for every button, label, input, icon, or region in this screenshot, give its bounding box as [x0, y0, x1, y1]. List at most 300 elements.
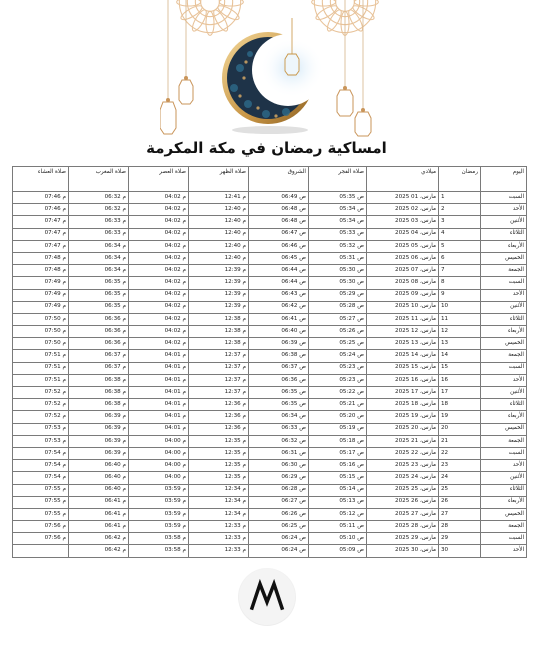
table-cell: م 12:40 [189, 240, 249, 252]
table-cell: 25 [439, 484, 481, 496]
table-cell: الخميس [481, 338, 527, 350]
table-cell: ص 05:26 [309, 326, 367, 338]
table-cell: 5 [439, 240, 481, 252]
table-cell: مارس، 18 2025 [367, 399, 439, 411]
table-cell: م 06:34 [69, 265, 129, 277]
table-row [13, 423, 527, 435]
table-cell: الخميس [481, 252, 527, 264]
column-header: اليوم [481, 167, 527, 192]
table-cell: ص 06:47 [249, 228, 309, 240]
table-row [13, 496, 527, 508]
table-cell: ص 05:32 [309, 240, 367, 252]
table-row [13, 192, 527, 204]
table-cell: م 07:49 [13, 277, 69, 289]
table-row [13, 313, 527, 325]
table-cell: م 06:41 [69, 496, 129, 508]
table-cell: م 12:35 [189, 447, 249, 459]
table-cell: م 12:37 [189, 374, 249, 386]
table-row [13, 387, 527, 399]
table-row [13, 350, 527, 362]
table-cell: مارس، 04 2025 [367, 228, 439, 240]
table-cell: ص 05:31 [309, 252, 367, 264]
table-cell: م 06:40 [69, 472, 129, 484]
table-cell: م 07:54 [13, 460, 69, 472]
table-cell: م 06:34 [69, 252, 129, 264]
table-cell: ص 06:39 [249, 338, 309, 350]
table-cell: م 12:38 [189, 338, 249, 350]
table-cell: 14 [439, 350, 481, 362]
table-cell: 8 [439, 277, 481, 289]
table-cell: م 06:35 [69, 301, 129, 313]
table-cell: الجمعة [481, 521, 527, 533]
table-cell: م 03:59 [129, 484, 189, 496]
table-cell: م 07:52 [13, 399, 69, 411]
table-cell: الأربعاء [481, 326, 527, 338]
table-cell: م 12:37 [189, 350, 249, 362]
table-cell: الجمعة [481, 265, 527, 277]
table-cell: ص 06:44 [249, 277, 309, 289]
table-cell: ص 05:27 [309, 313, 367, 325]
column-header: صلاة الظهر [189, 167, 249, 192]
table-cell: م 04:02 [129, 216, 189, 228]
table-cell: م 07:50 [13, 326, 69, 338]
table-cell: م 06:37 [69, 362, 129, 374]
table-cell: م 07:54 [13, 447, 69, 459]
table-cell: م 12:33 [189, 521, 249, 533]
table-cell: مارس، 10 2025 [367, 301, 439, 313]
table-cell: مارس، 05 2025 [367, 240, 439, 252]
table-cell: السبت [481, 277, 527, 289]
table-cell: 30 [439, 545, 481, 557]
table-cell: م 04:01 [129, 399, 189, 411]
table-cell: ص 06:31 [249, 447, 309, 459]
table-cell: 16 [439, 374, 481, 386]
table-cell: ص 06:48 [249, 204, 309, 216]
table-cell: م 04:00 [129, 460, 189, 472]
table-cell: م 04:02 [129, 301, 189, 313]
table-row [13, 411, 527, 423]
table-cell: م 07:49 [13, 301, 69, 313]
table-cell: م 07:55 [13, 496, 69, 508]
table-cell: ص 06:38 [249, 350, 309, 362]
table-cell: م 07:49 [13, 289, 69, 301]
table-cell: م 06:36 [69, 326, 129, 338]
table-cell: م 06:40 [69, 460, 129, 472]
table-cell: 6 [439, 252, 481, 264]
table-cell: الأثنين [481, 472, 527, 484]
table-cell: ص 05:10 [309, 533, 367, 545]
table-cell: الجمعة [481, 350, 527, 362]
table-cell: ص 06:46 [249, 240, 309, 252]
table-cell: ص 06:36 [249, 374, 309, 386]
table-cell: م 04:00 [129, 447, 189, 459]
table-cell: م 07:47 [13, 216, 69, 228]
table-cell: مارس، 02 2025 [367, 204, 439, 216]
table-cell: م 04:02 [129, 277, 189, 289]
table-cell: م 07:51 [13, 350, 69, 362]
table-cell: مارس، 17 2025 [367, 387, 439, 399]
table-cell: 28 [439, 521, 481, 533]
table-cell: مارس، 22 2025 [367, 447, 439, 459]
table-cell: الخميس [481, 508, 527, 520]
table-cell: مارس، 14 2025 [367, 350, 439, 362]
table-cell: م 04:02 [129, 338, 189, 350]
table-cell: ص 06:32 [249, 435, 309, 447]
table-cell: م 12:33 [189, 533, 249, 545]
table-cell: الجمعة [481, 435, 527, 447]
column-header: ميلادي [367, 167, 439, 192]
table-cell: م 03:59 [129, 508, 189, 520]
table-cell: م 04:02 [129, 240, 189, 252]
table-cell: م 12:39 [189, 289, 249, 301]
table-cell: الأربعاء [481, 240, 527, 252]
table-cell: ص 05:25 [309, 338, 367, 350]
table-cell: م 07:50 [13, 313, 69, 325]
table-cell: مارس، 19 2025 [367, 411, 439, 423]
table-row [13, 204, 527, 216]
table-cell: م 04:02 [129, 192, 189, 204]
column-header: رمضان [439, 167, 481, 192]
table-cell: م 06:41 [69, 508, 129, 520]
table-cell: م 06:35 [69, 277, 129, 289]
table-cell: 18 [439, 399, 481, 411]
table-cell: 17 [439, 387, 481, 399]
table-row [13, 228, 527, 240]
table-cell: م 12:34 [189, 508, 249, 520]
page-title: امساكية رمضان في مكة المكرمة [146, 139, 387, 157]
table-cell: م 12:36 [189, 399, 249, 411]
table-cell: م 07:54 [13, 472, 69, 484]
table-cell: الأثنين [481, 216, 527, 228]
table-cell: م 06:39 [69, 411, 129, 423]
table-cell: ص 05:24 [309, 350, 367, 362]
table-cell: ص 05:09 [309, 545, 367, 557]
table-row [13, 301, 527, 313]
table-cell: م 04:01 [129, 387, 189, 399]
table-cell: ص 06:26 [249, 508, 309, 520]
table-cell: م 03:58 [129, 545, 189, 557]
table-cell: م 12:38 [189, 313, 249, 325]
table-cell: الثلاثاء [481, 313, 527, 325]
table-cell: ص 06:28 [249, 484, 309, 496]
table-cell: م 07:47 [13, 240, 69, 252]
table-cell: ص 05:23 [309, 362, 367, 374]
table-cell: مارس، 29 2025 [367, 533, 439, 545]
table-cell: ص 06:33 [249, 423, 309, 435]
table-cell: م 04:01 [129, 423, 189, 435]
column-header: صلاة العصر [129, 167, 189, 192]
table-cell: 15 [439, 362, 481, 374]
table-cell: م 12:37 [189, 362, 249, 374]
table-cell: مارس، 08 2025 [367, 277, 439, 289]
column-header: صلاة العشاء [13, 167, 69, 192]
table-cell: مارس، 25 2025 [367, 484, 439, 496]
table-cell: مارس، 11 2025 [367, 313, 439, 325]
table-row [13, 460, 527, 472]
table-cell: م 06:39 [69, 423, 129, 435]
table-cell: ص 06:35 [249, 399, 309, 411]
table-cell: ص 05:22 [309, 387, 367, 399]
table-cell: مارس، 07 2025 [367, 265, 439, 277]
table-cell: م 04:02 [129, 252, 189, 264]
table-cell: الأحد [481, 545, 527, 557]
table-cell: ص 06:29 [249, 472, 309, 484]
table-cell: مارس، 06 2025 [367, 252, 439, 264]
table-cell: 20 [439, 423, 481, 435]
table-cell: ص 05:15 [309, 472, 367, 484]
table-cell: م 04:02 [129, 313, 189, 325]
table-cell: ص 05:28 [309, 301, 367, 313]
table-row [13, 447, 527, 459]
table-cell: م 12:37 [189, 387, 249, 399]
column-header: صلاة المغرب [69, 167, 129, 192]
table-cell: م 04:01 [129, 362, 189, 374]
table-row [13, 508, 527, 520]
table-cell: ص 05:18 [309, 435, 367, 447]
table-cell: ص 05:35 [309, 192, 367, 204]
table-cell: 19 [439, 411, 481, 423]
table-cell: الأربعاء [481, 411, 527, 423]
table-cell: 12 [439, 326, 481, 338]
table-cell: مارس، 03 2025 [367, 216, 439, 228]
table-cell: السبت [481, 362, 527, 374]
table-cell: م 07:51 [13, 374, 69, 386]
table-cell: م 12:41 [189, 192, 249, 204]
table-cell: ص 06:27 [249, 496, 309, 508]
lantern-left-icon [160, 0, 200, 140]
table-cell: مارس، 30 2025 [367, 545, 439, 557]
table-row [13, 338, 527, 350]
table-cell: م 07:46 [13, 192, 69, 204]
table-cell: م 06:33 [69, 216, 129, 228]
table-cell: م 06:39 [69, 435, 129, 447]
table-cell: ص 05:23 [309, 374, 367, 386]
table-row [13, 326, 527, 338]
table-cell: ص 06:45 [249, 252, 309, 264]
table-cell: 29 [439, 533, 481, 545]
table-row [13, 289, 527, 301]
table-cell: م 07:52 [13, 411, 69, 423]
table-cell: الأحد [481, 374, 527, 386]
table-cell: م 12:35 [189, 460, 249, 472]
table-cell: 4 [439, 228, 481, 240]
table-cell: ص 05:11 [309, 521, 367, 533]
table-cell: م 04:02 [129, 228, 189, 240]
table-cell: ص 05:30 [309, 265, 367, 277]
table-cell: السبت [481, 533, 527, 545]
table-cell: م 04:01 [129, 350, 189, 362]
table-cell: 13 [439, 338, 481, 350]
table-cell: الأحد [481, 289, 527, 301]
table-cell: م 06:42 [69, 533, 129, 545]
table-cell [13, 545, 69, 557]
table-row [13, 521, 527, 533]
table-cell: ص 05:34 [309, 216, 367, 228]
ramadan-schedule-table [12, 166, 527, 558]
table-cell: م 06:38 [69, 399, 129, 411]
table-row [13, 533, 527, 545]
table-cell: م 04:00 [129, 472, 189, 484]
table-cell: السبت [481, 447, 527, 459]
table-cell: م 06:32 [69, 192, 129, 204]
table-cell: مارس، 21 2025 [367, 435, 439, 447]
table-row [13, 399, 527, 411]
table-cell: ص 05:19 [309, 423, 367, 435]
table-cell: ص 06:42 [249, 301, 309, 313]
table-cell: م 04:00 [129, 435, 189, 447]
table-cell: م 06:39 [69, 447, 129, 459]
table-cell: ص 06:34 [249, 411, 309, 423]
table-cell: م 07:53 [13, 423, 69, 435]
table-cell: م 06:36 [69, 338, 129, 350]
table-cell: مارس، 16 2025 [367, 374, 439, 386]
table-cell: الأحد [481, 204, 527, 216]
table-cell: 1 [439, 192, 481, 204]
table-cell: السبت [481, 192, 527, 204]
table-cell: م 07:48 [13, 252, 69, 264]
table-cell: ص 06:37 [249, 362, 309, 374]
table-cell: الثلاثاء [481, 228, 527, 240]
table-cell: 10 [439, 301, 481, 313]
table-cell: مارس، 12 2025 [367, 326, 439, 338]
table-cell: الأربعاء [481, 496, 527, 508]
table-cell: 27 [439, 508, 481, 520]
table-cell: م 12:35 [189, 435, 249, 447]
table-cell: م 03:59 [129, 496, 189, 508]
table-cell: م 07:55 [13, 508, 69, 520]
table-cell: م 12:40 [189, 204, 249, 216]
table-cell: ص 06:44 [249, 265, 309, 277]
table-cell: ص 05:34 [309, 204, 367, 216]
table-row [13, 265, 527, 277]
table-cell: 22 [439, 447, 481, 459]
table-cell: م 03:58 [129, 533, 189, 545]
table-cell: ص 05:21 [309, 399, 367, 411]
table-cell: م 04:02 [129, 265, 189, 277]
table-cell: ص 06:49 [249, 192, 309, 204]
table-cell: م 04:01 [129, 411, 189, 423]
table-cell: مارس، 23 2025 [367, 460, 439, 472]
table-cell: ص 05:33 [309, 228, 367, 240]
table-cell: ص 05:17 [309, 447, 367, 459]
table-cell: ص 06:24 [249, 545, 309, 557]
table-cell: م 06:35 [69, 289, 129, 301]
table-cell: 23 [439, 460, 481, 472]
table-row [13, 240, 527, 252]
table-cell: م 04:01 [129, 374, 189, 386]
table-cell: ص 05:13 [309, 496, 367, 508]
table-cell: 9 [439, 289, 481, 301]
table-cell: م 07:55 [13, 484, 69, 496]
table-cell: 7 [439, 265, 481, 277]
table-cell: م 07:48 [13, 265, 69, 277]
table-cell: مارس، 27 2025 [367, 508, 439, 520]
table-cell: م 07:56 [13, 521, 69, 533]
table-cell: ص 06:43 [249, 289, 309, 301]
table-cell: م 03:59 [129, 521, 189, 533]
column-header: صلاة الفجر [309, 167, 367, 192]
table-cell: م 12:40 [189, 228, 249, 240]
table-row [13, 362, 527, 374]
table-cell: م 06:41 [69, 521, 129, 533]
table-cell: م 07:53 [13, 435, 69, 447]
table-cell: م 06:40 [69, 484, 129, 496]
table-cell: م 12:39 [189, 265, 249, 277]
table-cell: ص 06:30 [249, 460, 309, 472]
table-cell: الأثنين [481, 387, 527, 399]
table-cell: م 12:36 [189, 411, 249, 423]
table-cell: ص 06:48 [249, 216, 309, 228]
table-cell: م 12:36 [189, 423, 249, 435]
table-cell: م 06:32 [69, 204, 129, 216]
table-cell: 24 [439, 472, 481, 484]
table-cell: م 06:38 [69, 374, 129, 386]
table-cell: الخميس [481, 423, 527, 435]
table-cell: ص 06:24 [249, 533, 309, 545]
table-cell: مارس، 24 2025 [367, 472, 439, 484]
table-cell: م 07:52 [13, 387, 69, 399]
table-cell: مارس، 09 2025 [367, 289, 439, 301]
table-cell: ص 05:30 [309, 277, 367, 289]
table-row [13, 435, 527, 447]
table-cell: 21 [439, 435, 481, 447]
table-row [13, 277, 527, 289]
crescent-moon-icon [200, 18, 340, 138]
table-cell: م 07:47 [13, 228, 69, 240]
table-cell: مارس، 15 2025 [367, 362, 439, 374]
brand-logo [238, 568, 296, 626]
table-cell: م 06:33 [69, 228, 129, 240]
table-cell: ص 05:14 [309, 484, 367, 496]
table-cell: م 12:34 [189, 484, 249, 496]
table-cell: م 07:56 [13, 533, 69, 545]
table-cell: م 04:02 [129, 326, 189, 338]
table-cell: م 07:46 [13, 204, 69, 216]
table-cell: الثلاثاء [481, 399, 527, 411]
table-cell: مارس، 13 2025 [367, 338, 439, 350]
table-cell: مارس، 28 2025 [367, 521, 439, 533]
table-cell: م 06:37 [69, 350, 129, 362]
table-cell: 3 [439, 216, 481, 228]
table-cell: ص 06:25 [249, 521, 309, 533]
table-cell: م 12:38 [189, 326, 249, 338]
table-cell: ص 06:35 [249, 387, 309, 399]
table-cell: م 07:50 [13, 338, 69, 350]
table-row [13, 472, 527, 484]
table-cell: مارس، 26 2025 [367, 496, 439, 508]
table-cell: م 06:34 [69, 240, 129, 252]
table-cell: ص 05:12 [309, 508, 367, 520]
table-cell: ص 05:29 [309, 289, 367, 301]
table-cell: ص 05:16 [309, 460, 367, 472]
table-cell: م 06:36 [69, 313, 129, 325]
table-cell: م 12:35 [189, 472, 249, 484]
table-cell: ص 06:41 [249, 313, 309, 325]
table-cell: 26 [439, 496, 481, 508]
table-cell: مارس، 01 2025 [367, 192, 439, 204]
table-cell: م 12:34 [189, 496, 249, 508]
table-cell: ص 06:40 [249, 326, 309, 338]
table-cell: م 04:02 [129, 289, 189, 301]
table-row [13, 374, 527, 386]
table-cell: م 06:42 [69, 545, 129, 557]
table-cell: ص 05:20 [309, 411, 367, 423]
table-cell: م 12:40 [189, 216, 249, 228]
table-cell: م 04:02 [129, 204, 189, 216]
table-row [13, 252, 527, 264]
table-row [13, 545, 527, 557]
table-cell: 2 [439, 204, 481, 216]
